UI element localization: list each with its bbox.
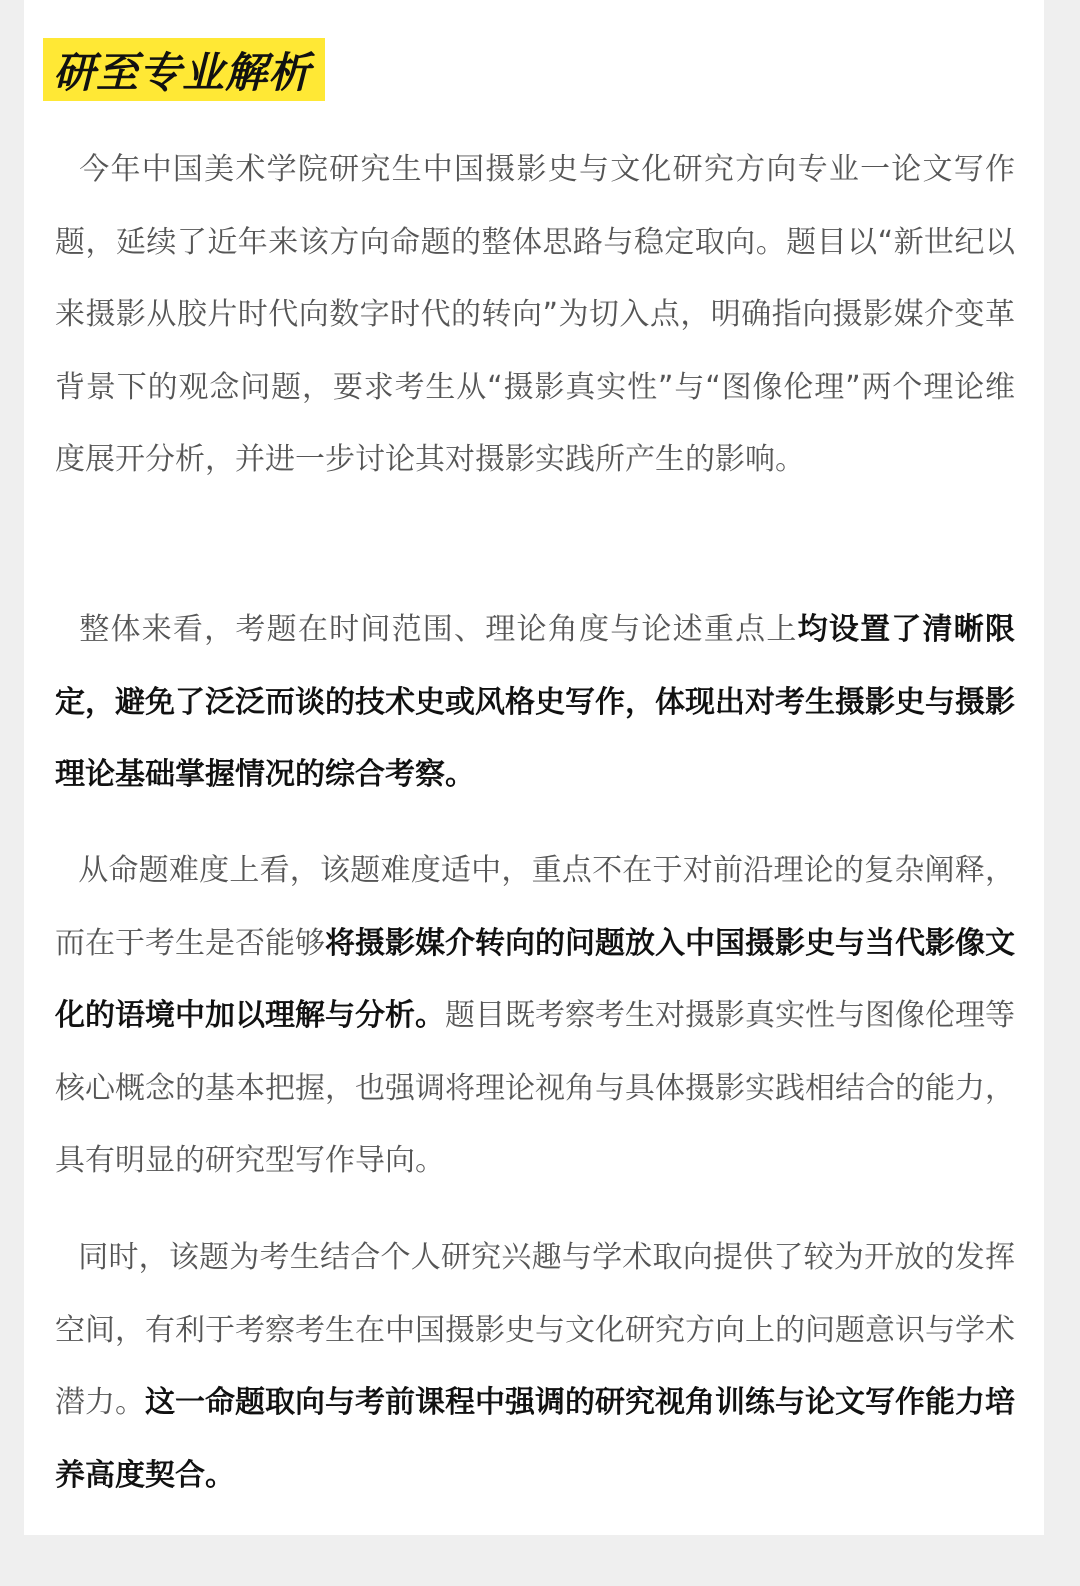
paragraph-text: 从命题难度上看，该题难度适中，重点不在于对前沿理论的复杂阐释，而在于考生是否能够 xyxy=(55,853,1015,961)
paragraph-text: 题目既考察考生对摄影真实性与图像伦理等核心概念的基本把握，也强调将理论视角与具体摄影实践相结合的能力，具有明显的研究型写作导向。 xyxy=(55,998,1015,1178)
paragraph-text: 同时，该题为考生结合个人研究兴趣与学术取向提供了较为开放的发挥空间，有利于考察考生在中国摄影史与文化研究方向上的问题意识与学术潜力。 xyxy=(55,1240,1015,1420)
paragraph-emphasis: 均设置了清晰限定，避免了泛泛而谈的技术史或风格史写作，体现出对考生摄影史与摄影理论基础掌握情况的综合考察。 xyxy=(55,612,1016,792)
section-heading xyxy=(43,38,325,101)
paragraph-difficulty xyxy=(55,835,1015,1198)
paragraph-text: 今年中国美术学院研究生中国摄影史与文化研究方向专业一论文写作题，延续了近年来该方向命题的整体思路与稳定取向。题目以“新世纪以来摄影从胶片时代向数字时代的转向”为切入点，明确指向摄影媒介变革背景下的观念问题，要求考生从“摄影真实性”与“图像伦理”两个理论维度展开分析，并进一步讨论其对摄影实践所产生的影响。 xyxy=(55,152,1015,477)
paragraph-overall-view xyxy=(55,594,1015,812)
paragraph-emphasis: 将摄影媒介转向的问题放入中国摄影史与当代影像文化的语境中加以理解与分析。 xyxy=(55,925,1015,1033)
paragraph-question-overview xyxy=(55,134,1015,497)
paragraph-emphasis: 这一命题取向与考前课程中强调的研究视角训练与论文写作能力培养高度契合。 xyxy=(55,1385,1015,1493)
section-heading-text: 研至专业解析 xyxy=(53,47,312,97)
paragraph-open-space xyxy=(55,1222,1015,1512)
paragraph-text: 整体来看，考题在时间范围、理论角度与论述重点上 xyxy=(78,612,798,647)
article-card xyxy=(24,0,1044,1535)
